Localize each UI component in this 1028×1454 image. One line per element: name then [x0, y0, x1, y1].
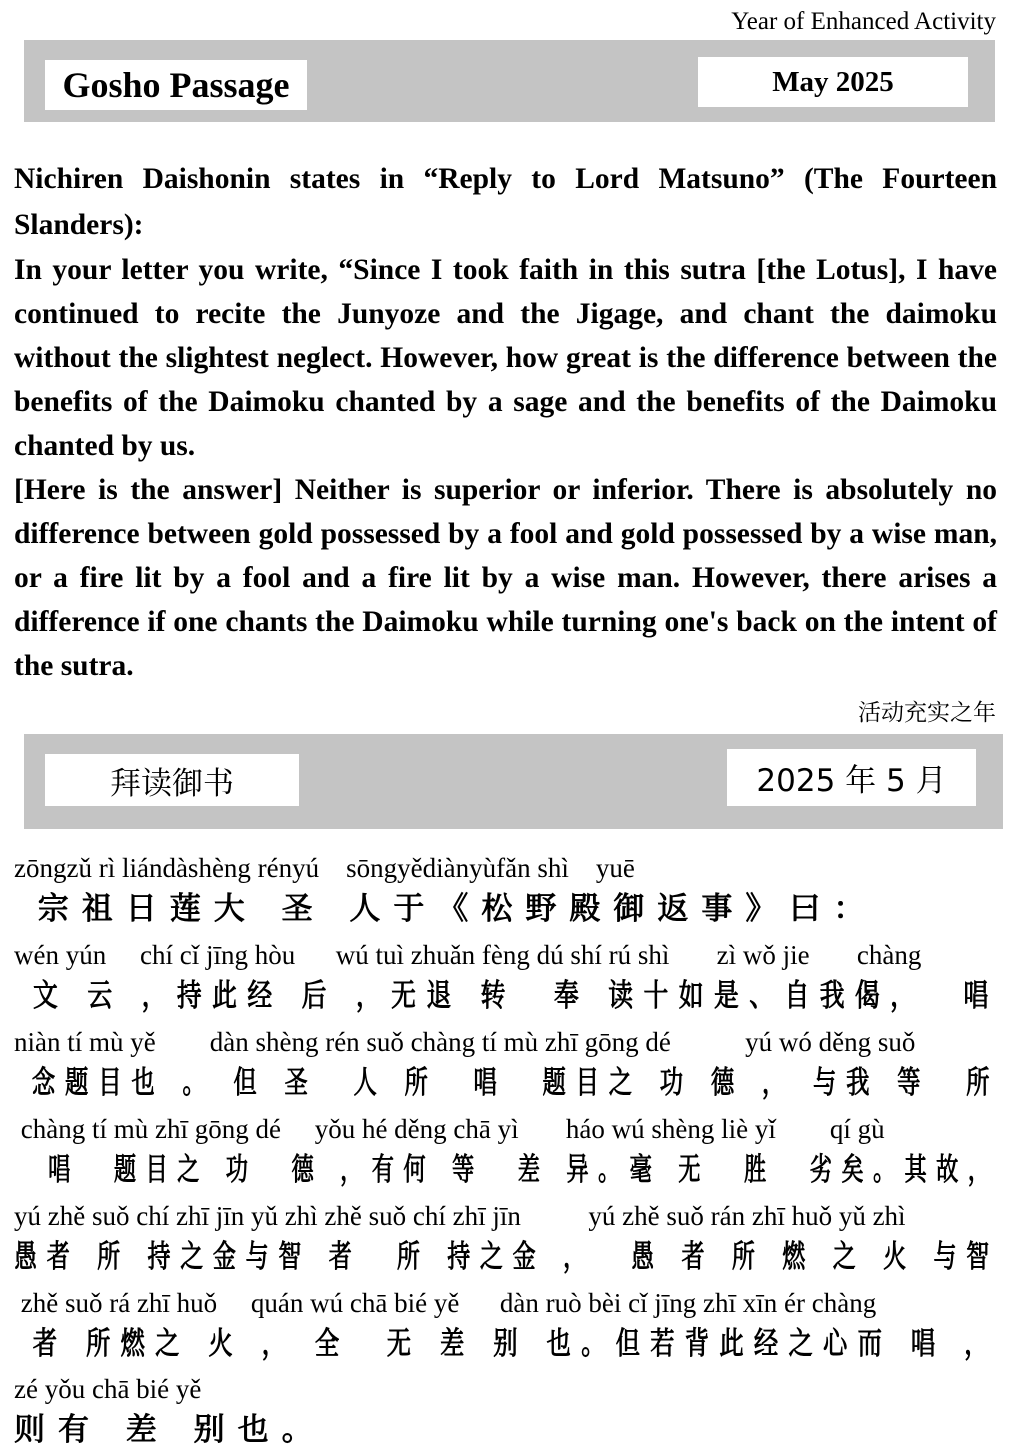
english-header-band [24, 40, 995, 122]
hanzi-text: 念题目也 。 但 圣 人 所 唱 题目之 功 德 ， 与我 等 所 [14, 1065, 1000, 1101]
english-date-box [698, 57, 968, 107]
chinese-line [14, 1201, 999, 1281]
chinese-page-title: 拜读御书 [110, 765, 234, 802]
english-tagline: Year of Enhanced Activity [731, 8, 996, 35]
passage-paragraph: [Here is the answer] Neither is superior or inferior. There is absolutely no difference between gold possessed by a fool and gold possessed by a wise man, or a fire lit by a fool and a fire lit by a wise man. However, there arises a difference if one chants the Daimoku while turning one's back on the intent of the sutra. [14, 474, 997, 682]
pinyin-text: zōngzǔ rì liándàshèng rényú sōngyědiànyùfǎn shì yuē [14, 853, 635, 883]
chinese-tagline: 活动充实之年 [858, 700, 996, 726]
pinyin-text: chàng tí mù zhī gōng dé yǒu hé děng chā yì háo wú shèng liè yǐ qí gù [14, 1114, 885, 1144]
hanzi-text: 者 所燃之 火 ， 全 无 差 别 也。但若背此经之心而 唱 ， [14, 1326, 999, 1362]
chinese-date-box [727, 749, 976, 806]
chinese-line [14, 1114, 999, 1194]
chinese-line [14, 1027, 999, 1107]
chinese-issue-date: 2025 年 5 月 [756, 763, 947, 799]
hanzi-text: 愚者 所 持之金与智 者 所 持之金 ， 愚 者 所 燃 之 火 与智 [14, 1239, 999, 1275]
chinese-title-box [45, 754, 299, 806]
hanzi-text: 唱 题目之 功 德 ，有何 等 差 异。毫 无 胜 劣矣。其故， [14, 1152, 1000, 1188]
passage-paragraph: In your letter you write, “Since I took faith in this sutra [the Lotus], I have continued to recite the Junyoze and the Jigage, and chant the daimoku without the slightest neglect. However, how great is the difference between the benefits of the Daimoku chanted by a sage and the benefits of the Daimoku chanted by us. [14, 254, 997, 462]
pinyin-text: yú zhě suǒ chí zhī jīn yǔ zhì zhě suǒ chí zhī jīn yú zhě suǒ rán zhī huǒ yǔ zhì [14, 1201, 906, 1231]
hanzi-text: 文 云 ，持此经 后 ，无退 转 奉 读十如是、自我偈， 唱 [14, 978, 999, 1014]
pinyin-text: zé yǒu chā bié yě [14, 1374, 202, 1404]
issue-date: May 2025 [772, 65, 894, 98]
english-passage [14, 156, 997, 688]
chinese-line [14, 853, 999, 933]
chinese-line [14, 940, 999, 1020]
chinese-line [14, 1288, 999, 1368]
hanzi-text: 则有 差 别也。 [14, 1412, 326, 1448]
passage-intro: Nichiren Daishonin states in “Reply to Lord Matsuno” (The Fourteen Slanders): [14, 163, 997, 241]
pinyin-text: niàn tí mù yě dàn shèng rén suǒ chàng tí mù zhī gōng dé yú wó děng suǒ [14, 1027, 916, 1057]
page-title: Gosho Passage [62, 65, 290, 105]
english-title-box [45, 60, 307, 110]
pinyin-text: zhě suǒ rá zhī huǒ quán wú chā bié yě dàn ruò bèi cǐ jīng zhī xīn ér chàng [14, 1288, 877, 1318]
chinese-header-band [24, 734, 1003, 829]
hanzi-text: 宗祖日莲大 圣 人于《松野殿御返事》曰： [14, 891, 878, 927]
pinyin-text: wén yún chí cǐ jīng hòu wú tuì zhuǎn fèng dú shí rú shì zì wǒ jie chàng [14, 940, 922, 970]
chinese-line [14, 1374, 999, 1454]
